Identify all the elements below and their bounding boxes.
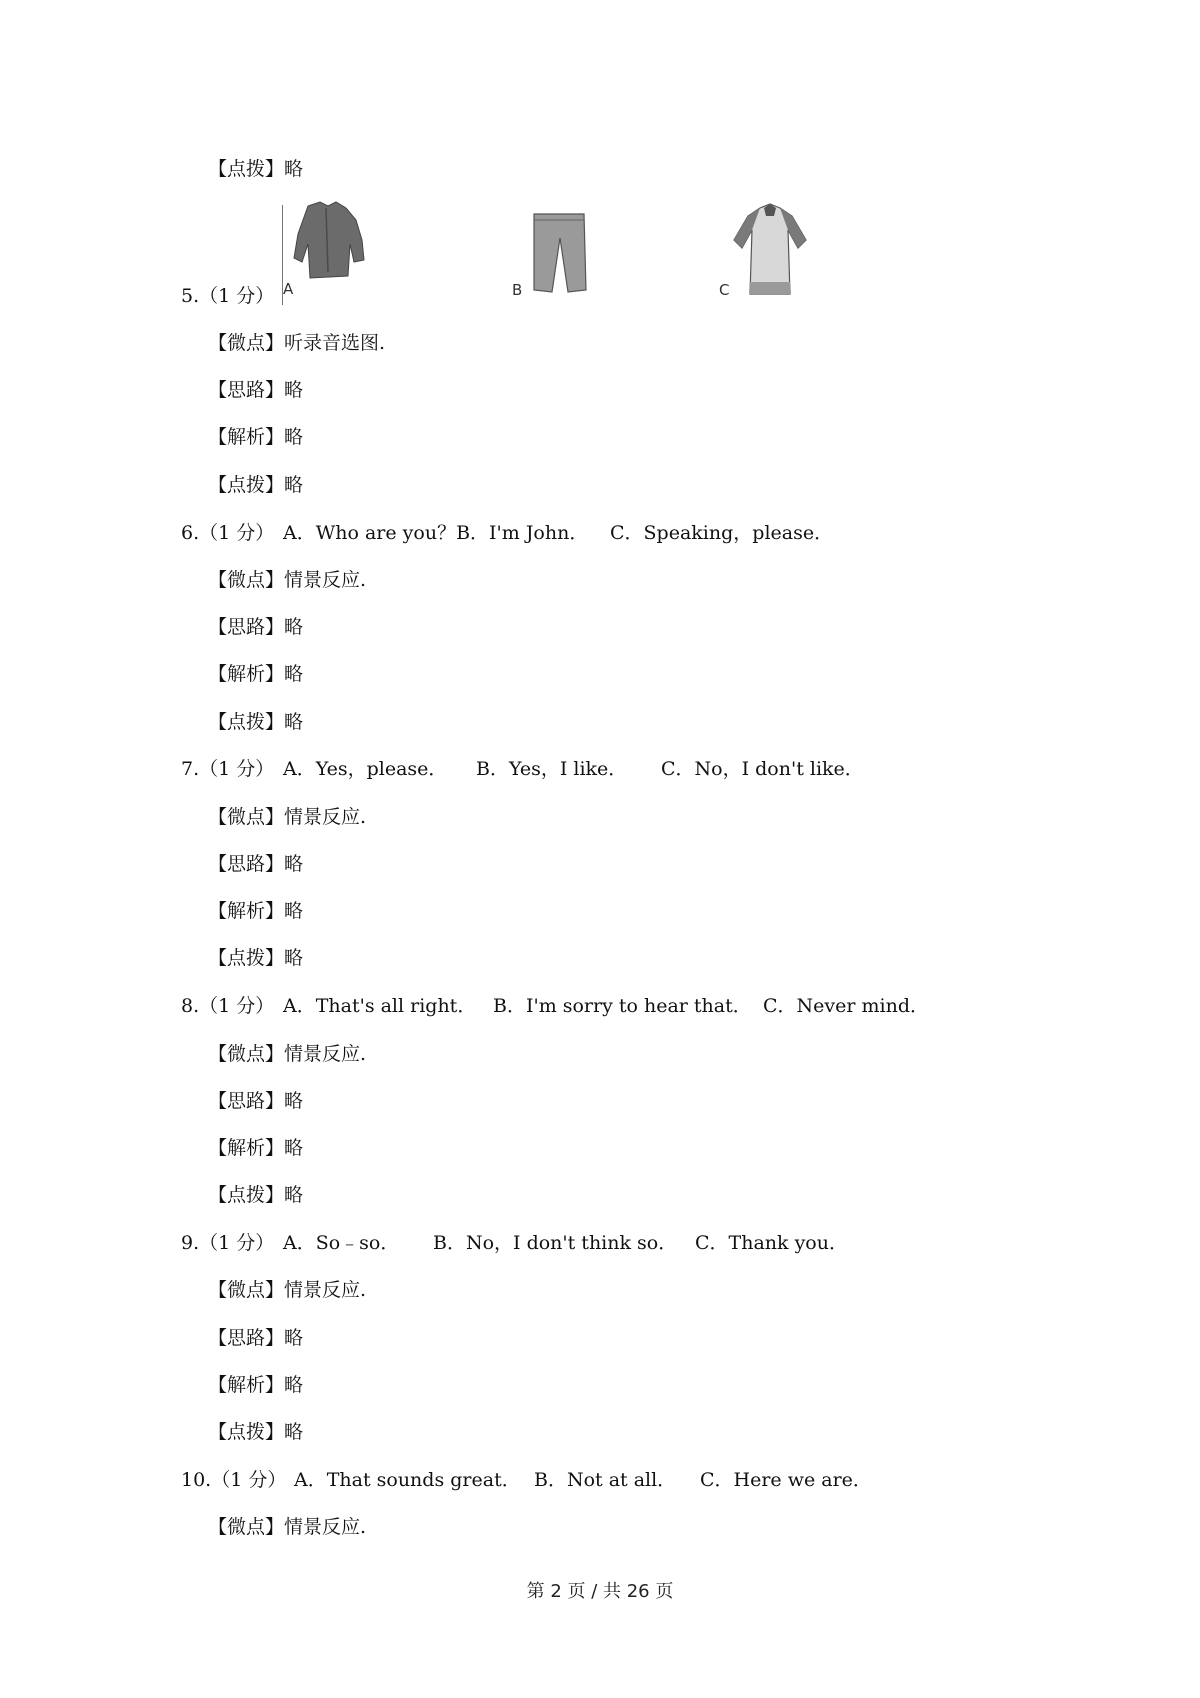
option-c: C．Speaking，please． xyxy=(610,522,834,544)
analysis-row xyxy=(208,1042,366,1066)
analysis-row xyxy=(208,1089,303,1113)
row-tag: 【点拨】 xyxy=(208,474,285,496)
row-text: 略 xyxy=(284,379,304,401)
analysis-row xyxy=(208,852,303,876)
analysis-row xyxy=(208,710,303,734)
row-tag: 【思路】 xyxy=(208,379,285,401)
trousers-icon xyxy=(528,212,590,294)
row-tag: 【解析】 xyxy=(208,1137,285,1159)
row-tag: 【微点】 xyxy=(208,569,285,591)
question-number: 6.（1 分） xyxy=(181,522,275,544)
row-tag: 【微点】 xyxy=(208,806,285,828)
analysis-row xyxy=(208,1373,303,1397)
row-text: 略 xyxy=(284,616,304,638)
row-text: 略 xyxy=(284,711,304,733)
row-text: 略 xyxy=(284,426,304,448)
question-number: 7.（1 分） xyxy=(181,758,275,780)
option-b: B．Not at all． xyxy=(534,1469,677,1491)
analysis-row xyxy=(208,1183,303,1207)
question-number: 10.（1 分） xyxy=(181,1469,287,1491)
option-c: C．Here we are． xyxy=(700,1469,872,1491)
analysis-row xyxy=(208,946,303,970)
analysis-row xyxy=(208,899,303,923)
row-tag: 【思路】 xyxy=(208,616,285,638)
row-text: 情景反应. xyxy=(284,569,367,591)
option-a-label: A xyxy=(283,280,294,298)
option-c: C．Never mind． xyxy=(763,995,929,1017)
row-text: 略 xyxy=(284,947,304,969)
row-text: 略 xyxy=(284,474,304,496)
dress-icon xyxy=(730,200,810,300)
analysis-row xyxy=(208,1515,366,1539)
row-text: 略 xyxy=(284,1137,304,1159)
analysis-row xyxy=(208,425,303,449)
row-text: 略 xyxy=(284,1327,304,1349)
analysis-row-tip xyxy=(208,157,303,181)
row-text: 略 xyxy=(284,1184,304,1206)
row-tag: 【解析】 xyxy=(208,900,285,922)
analysis-row xyxy=(208,568,366,592)
row-tag: 【点拨】 xyxy=(208,711,285,733)
question-number: 5.（1 分） xyxy=(181,285,275,307)
row-tag: 【点拨】 xyxy=(208,1184,285,1206)
row-tag: 【解析】 xyxy=(208,426,285,448)
option-b-label: B xyxy=(512,281,523,299)
option-b: B．Yes，I like． xyxy=(476,758,628,780)
row-tag: 【思路】 xyxy=(208,1090,285,1112)
option-a: A．That sounds great． xyxy=(294,1469,521,1491)
jacket-icon xyxy=(290,198,370,288)
analysis-row xyxy=(208,805,366,829)
row-tag: 【微点】 xyxy=(208,1043,285,1065)
row-text: 情景反应. xyxy=(284,1279,367,1301)
option-c: C．No，I don't like． xyxy=(661,758,864,780)
row-text: 情景反应. xyxy=(284,1043,367,1065)
analysis-row xyxy=(208,1420,303,1444)
option-c: C．Thank you． xyxy=(695,1232,848,1254)
option-b: B．No，I don't think so． xyxy=(433,1232,678,1254)
analysis-row xyxy=(208,1278,366,1302)
row-text: 情景反应. xyxy=(284,806,367,828)
row-tag: 【微点】 xyxy=(208,1279,285,1301)
row-text: 略 xyxy=(284,158,304,180)
row-text: 情景反应. xyxy=(284,1516,367,1538)
option-a: A．Yes，please． xyxy=(283,758,448,780)
row-text: 略 xyxy=(284,1090,304,1112)
row-tag: 【思路】 xyxy=(208,853,285,875)
row-tag: 【微点】 xyxy=(208,332,285,354)
row-tag: 【思路】 xyxy=(208,1327,285,1349)
option-a: A．So﹣so． xyxy=(283,1232,400,1254)
row-text: 略 xyxy=(284,663,304,685)
row-tag: 【解析】 xyxy=(208,1374,285,1396)
analysis-row xyxy=(208,615,303,639)
analysis-row xyxy=(208,662,303,686)
row-text: 略 xyxy=(284,900,304,922)
page-footer: 第 2 页 / 共 26 页 xyxy=(526,1581,674,1602)
analysis-row xyxy=(208,331,385,355)
option-b: B．I'm sorry to hear that． xyxy=(493,995,752,1017)
row-tag: 【点拨】 xyxy=(208,1421,285,1443)
analysis-row xyxy=(208,378,303,402)
row-tag: 【点拨】 xyxy=(208,158,285,180)
row-tag: 【解析】 xyxy=(208,663,285,685)
option-ab: A．Who are you？B．I'm John． xyxy=(283,522,589,544)
row-text: 略 xyxy=(284,1374,304,1396)
question-number: 9.（1 分） xyxy=(181,1232,275,1254)
analysis-row xyxy=(208,1136,303,1160)
row-tag: 【微点】 xyxy=(208,1516,285,1538)
row-text: 略 xyxy=(284,853,304,875)
analysis-row xyxy=(208,473,303,497)
row-tag: 【点拨】 xyxy=(208,947,285,969)
analysis-row xyxy=(208,1326,303,1350)
option-c-label: C xyxy=(719,281,730,299)
row-text: 略 xyxy=(284,1421,304,1443)
option-a: A．That's all right． xyxy=(283,995,477,1017)
row-text: 听录音选图. xyxy=(284,332,386,354)
question-number: 8.（1 分） xyxy=(181,995,275,1017)
